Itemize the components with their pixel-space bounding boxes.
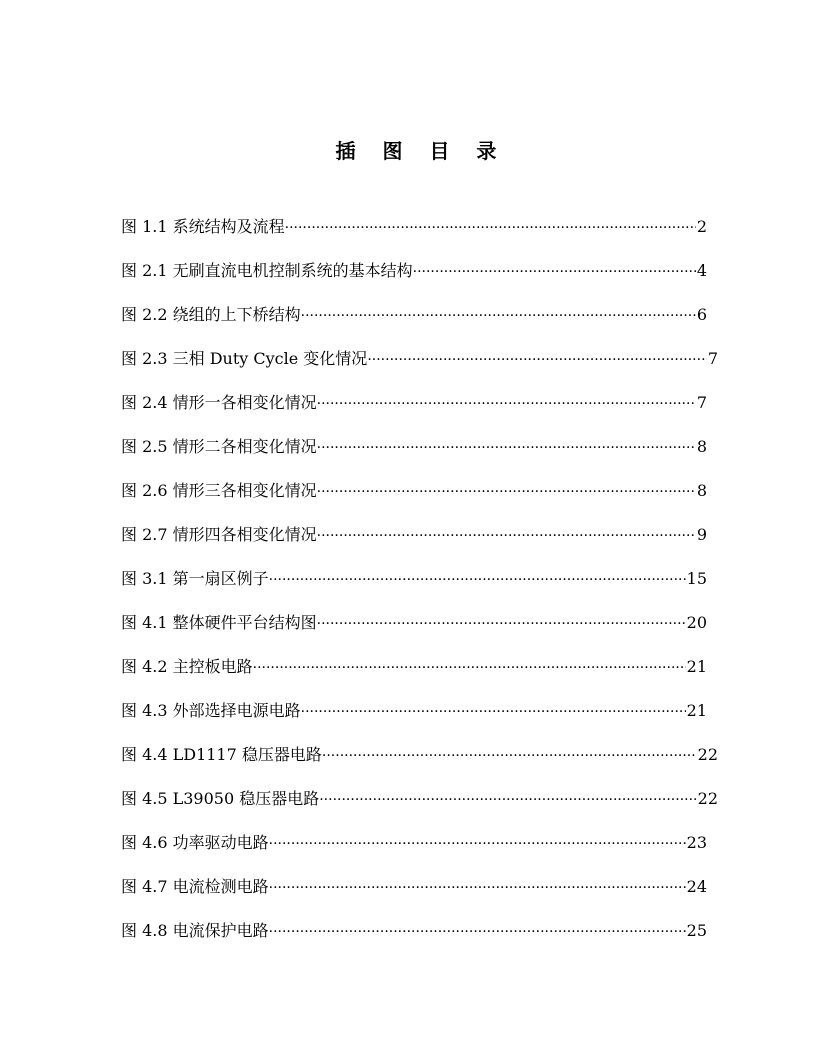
leader-dots (301, 698, 686, 726)
entry-page-number: 6 (696, 305, 707, 324)
entry-page-number: 20 (686, 613, 707, 632)
entry-page-number: 9 (696, 525, 707, 544)
entry-label: 图 4.3 外部选择电源电路 (121, 701, 301, 720)
entry-label: 图 2.7 情形四各相变化情况 (121, 525, 317, 544)
leader-dots (301, 302, 696, 330)
leader-dots (269, 830, 686, 858)
list-item (121, 433, 707, 477)
entry-label: 图 4.5 L39050 稳压器电路 (121, 789, 320, 808)
list-item (121, 829, 707, 873)
leader-dots (317, 522, 696, 550)
leader-dots (322, 742, 697, 770)
list-item (121, 873, 707, 917)
list-item (121, 213, 707, 257)
list-item (121, 301, 707, 345)
list-item (121, 785, 718, 829)
leader-dots (413, 258, 696, 286)
leader-dots (269, 874, 686, 902)
list-item (121, 345, 718, 389)
entry-page-number: 21 (686, 657, 707, 676)
list-item (121, 477, 707, 521)
leader-dots (317, 610, 686, 638)
leader-dots (285, 214, 696, 242)
entry-page-number: 2 (696, 217, 707, 236)
list-item (121, 521, 707, 565)
entry-page-number: 23 (686, 833, 707, 852)
leader-dots (253, 654, 686, 682)
entry-label: 图 2.2 绕组的上下桥结构 (121, 305, 301, 324)
figure-list (121, 213, 721, 961)
list-item (121, 697, 707, 741)
entry-label: 图 4.4 LD1117 稳压器电路 (121, 745, 322, 764)
leader-dots (269, 918, 686, 946)
list-item (121, 917, 707, 961)
entry-page-number: 15 (686, 569, 707, 588)
leader-dots (317, 478, 696, 506)
entry-page-number: 22 (697, 789, 718, 808)
leader-dots (319, 786, 696, 814)
entry-label: 图 4.8 电流保护电路 (121, 921, 269, 940)
entry-label: 图 2.5 情形二各相变化情况 (121, 437, 317, 456)
entry-label: 图 3.1 第一扇区例子 (121, 569, 269, 588)
leader-dots (269, 566, 686, 594)
entry-page-number: 4 (696, 261, 707, 280)
page-title: 插 图 目 录 (335, 139, 507, 163)
entry-page-number: 7 (696, 393, 707, 412)
entry-label: 图 1.1 系统结构及流程 (121, 217, 285, 236)
leader-dots (317, 434, 696, 462)
entry-label: 图 4.2 主控板电路 (121, 657, 253, 676)
list-item (121, 257, 707, 301)
entry-page-number: 7 (707, 349, 718, 368)
entry-label: 图 2.4 情形一各相变化情况 (121, 393, 317, 412)
entry-label: 图 2.1 无刷直流电机控制系统的基本结构 (121, 261, 413, 280)
entry-label: 图 2.6 情形三各相变化情况 (121, 481, 317, 500)
entry-page-number: 21 (686, 701, 707, 720)
entry-page-number: 8 (696, 481, 707, 500)
entry-label: 图 4.1 整体硬件平台结构图 (121, 613, 317, 632)
list-item (121, 741, 718, 785)
entry-page-number: 8 (696, 437, 707, 456)
list-item (121, 609, 707, 653)
leader-dots (367, 346, 707, 374)
leader-dots (317, 390, 696, 418)
entry-page-number: 25 (686, 921, 707, 940)
list-item (121, 565, 707, 609)
entry-page-number: 24 (686, 877, 707, 896)
entry-label: 图 4.7 电流检测电路 (121, 877, 269, 896)
entry-page-number: 22 (697, 745, 718, 764)
entry-label: 图 4.6 功率驱动电路 (121, 833, 269, 852)
list-item (121, 653, 707, 697)
entry-label: 图 2.3 三相 Duty Cycle 变化情况 (121, 349, 368, 368)
list-item (121, 389, 707, 433)
